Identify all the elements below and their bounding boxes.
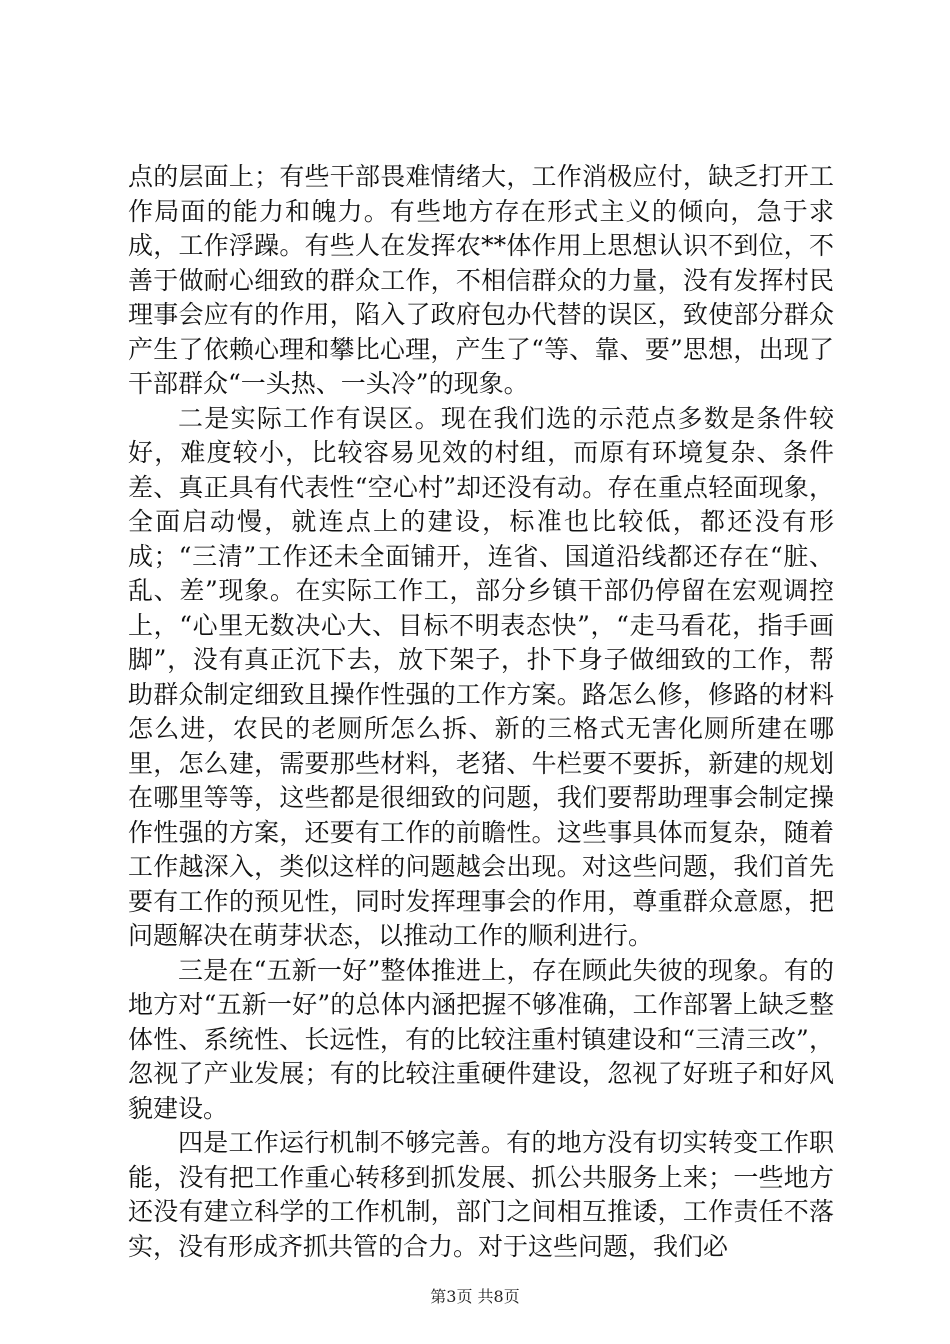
- paragraph-point-two: 二是实际工作有误区。现在我们选的示范点多数是条件较好，难度较小，比较容易见效的村组，而原有环境复杂、条件差、真正具有代表性“空心村”却还没有动。存在重点轻面现象，全面启动慢，就连点上的建设，标准也比较低，都还没有形成；“三清”工作还未全面铺开，连省、国道沿线都还存在“脏、乱、差”现象。在实际工作工，部分乡镇干部仍停留在宏观调控上，“心里无数决心大、目标不明表态快”，“走马看花，指手画脚”，没有真正沉下去，放下架子，扑下身子做细致的工作，帮助群众制定细致且操作性强的工作方案。路怎么修，修路的材料怎么进，农民的老厕所怎么拆、新的三格式无害化厕所建在哪里，怎么建，需要那些材料，老猪、牛栏要不要拆，新建的规划在哪里等等，这些都是很细致的问题，我们要帮助理事会制定操作性强的方案，还要有工作的前瞻性。这些事具体而复杂，随着工作越深入，类似这样的问题越会出现。对这些问题，我们首先要有工作的预见性，同时发挥理事会的作用，尊重群众意愿，把问题解决在萌芽状态，以推动工作的顺利进行。: [128, 403, 834, 950]
- paragraph-point-three: 三是在“五新一好”整体推进上，存在顾此失彼的现象。有的地方对“五新一好”的总体内涵把握不够准确，工作部署上缺乏整体性、系统性、长远性，有的比较注重村镇建设和“三清三改”，忽视了产业发展；有的比较注重硬件建设，忽视了好班子和好风貌建设。: [128, 955, 834, 1123]
- paragraph-continuation: 点的层面上；有些干部畏难情绪大，工作消极应付，缺乏打开工作局面的能力和魄力。有些地方存在形式主义的倾向，急于求成，工作浮躁。有些人在发挥农**体作用上思想认识不到位，不善于做耐心细致的群众工作，不相信群众的力量，没有发挥村民理事会应有的作用，陷入了政府包办代替的误区，致使部分群众产生了依赖心理和攀比心理，产生了“等、靠、要”思想，出现了干部群众“一头热、一头冷”的现象。: [128, 162, 834, 398]
- page-number-footer: 第3页 共8页: [430, 1287, 520, 1306]
- document-body: [128, 160, 834, 1264]
- paragraph-point-four: 四是工作运行机制不够完善。有的地方没有切实转变工作职能，没有把工作重心转移到抓发展、抓公共服务上来；一些地方还没有建立科学的工作机制，部门之间相互推诿，工作责任不落实，没有形成齐抓共管的合力。对于这些问题，我们必: [128, 1128, 834, 1261]
